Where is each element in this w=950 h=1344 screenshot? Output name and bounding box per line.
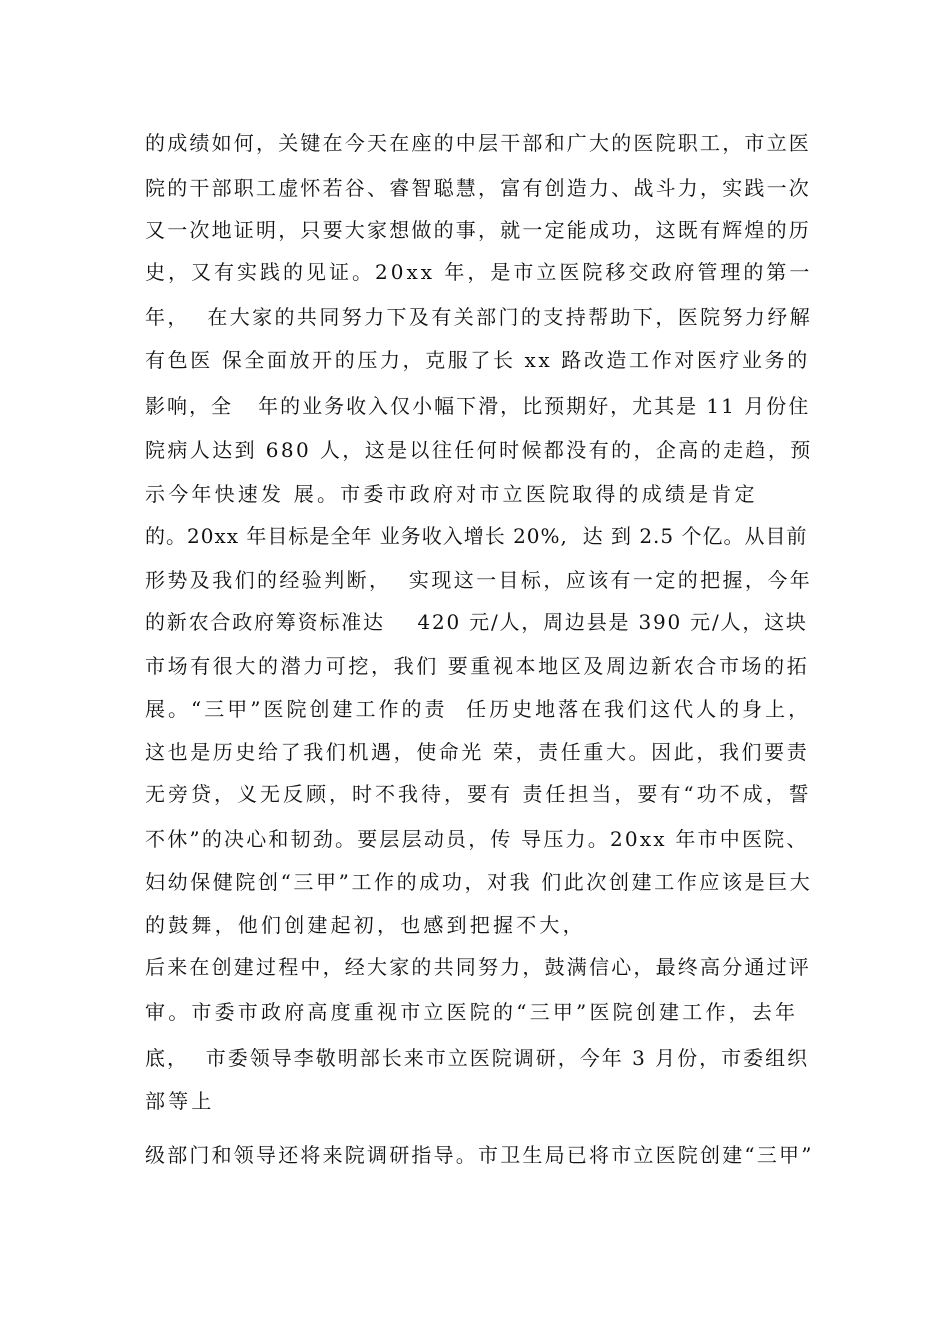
text-line: 市场有很大的潜力可挖，我们 要重视本地区及周边新农合市场的拓	[145, 654, 810, 678]
text-line: 示今年快速发 展。市委市政府对市立医院取得的成绩是肯定	[145, 482, 758, 506]
text-line: 形势及我们的经验判断， 实现这一目标，应该有一定的把握，今年	[145, 568, 813, 592]
text-line: 年， 在大家的共同努力下及有关部门的支持帮助下，医院努力纾解	[145, 305, 813, 329]
text-line: 底， 市委领导李敬明部长来市立医院调研，今年 3 月份，市委组织	[145, 1046, 810, 1070]
text-line: 的鼓舞，他们创建起初，也感到把握不大，	[145, 913, 586, 937]
text-line: 不休”的决心和韧劲。要层层动员，传 导压力。20xx 年市中医院、	[145, 827, 809, 851]
text-line: 的。20xx 年目标是全年 业务收入增长 20%, 达 到 2.5 个亿。从目前	[145, 524, 808, 548]
text-line: 后来在创建过程中，经大家的共同努力，鼓满信心，最终高分通过评	[145, 955, 811, 979]
text-line: 影响，全 年的业务收入仅小幅下滑，比预期好，尤其是 11 月份住	[145, 394, 811, 418]
text-line: 审。市委市政府高度重视市立医院的“三甲”医院创建工作，去年	[145, 1000, 799, 1024]
text-line: 的成绩如何，关键在今天在座的中层干部和广大的医院职工，市立医	[145, 131, 811, 155]
text-line: 妇幼保健院创“三甲”工作的成功，对我 们此次创建工作应该是巨大	[145, 870, 813, 894]
text-line: 级部门和领导还将来院调研指导。市卫生局已将市立医院创建“三甲”	[145, 1143, 814, 1167]
text-line: 史，又有实践的见证。20xx 年，是市立医院移交政府管理的第一	[145, 260, 813, 284]
text-line: 院的干部职工虚怀若谷、睿智聪慧，富有创造力、战斗力，实践一次	[145, 176, 811, 200]
text-line: 院病人达到 680 人，这是以往任何时候都没有的，企高的走趋，预	[145, 438, 813, 462]
text-line: 部等上	[145, 1089, 215, 1113]
text-line: 展。“三甲”医院创建工作的责 任历史地落在我们这代人的身上，	[145, 697, 812, 721]
text-line: 又一次地证明，只要大家想做的事，就一定能成功，这既有辉煌的历	[145, 218, 811, 242]
text-line: 这也是历史给了我们机遇，使命光 荣，责任重大。因此，我们要责	[145, 740, 810, 764]
text-line: 有色医 保全面放开的压力，克服了长 xx 路改造工作对医疗业务的	[145, 348, 810, 372]
text-line: 的新农合政府筹资标准达 420 元/人，周边县是 390 元/人，这块	[145, 610, 808, 634]
text-line: 无旁贷，义无反顾，时不我待，要有 责任担当，要有“功不成，誓	[145, 782, 812, 806]
